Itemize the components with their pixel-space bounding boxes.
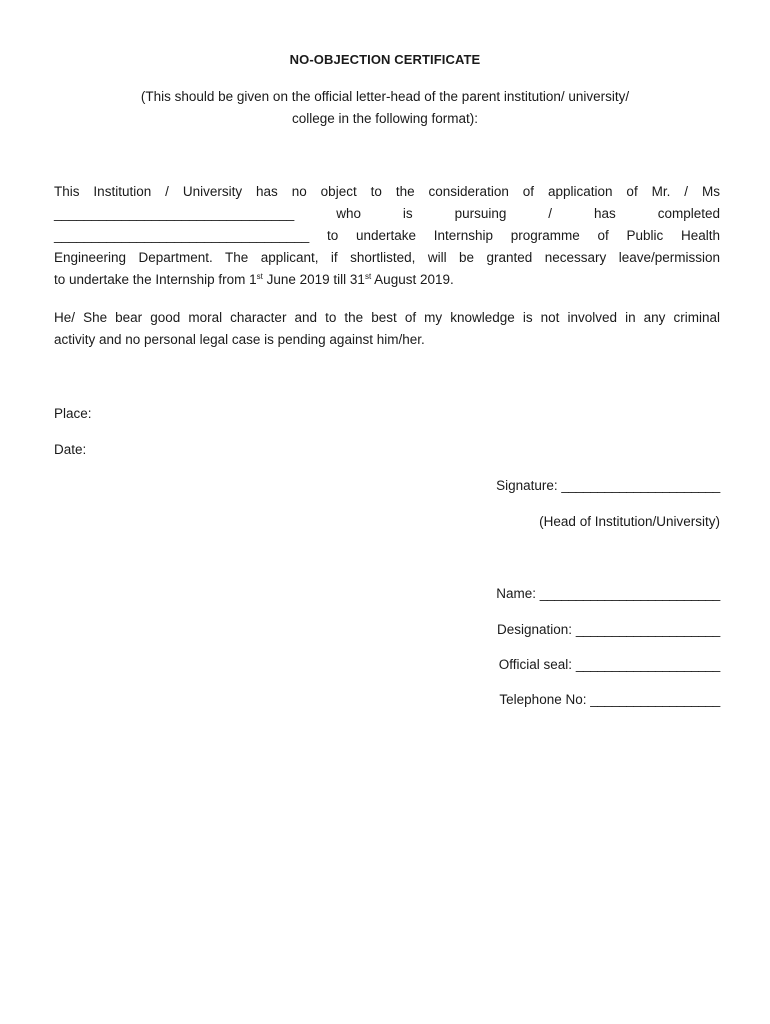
para1-line-3	[54, 225, 720, 247]
para1-line-5	[54, 269, 720, 291]
designation-row	[497, 622, 720, 637]
para1-line-2	[54, 203, 720, 225]
para2-line-1: He/ She bear good moral character and to the best of my knowledge is not involved in any criminal	[54, 310, 720, 325]
signature-label: Signature:	[496, 478, 558, 493]
superscript-st-2: st	[364, 272, 372, 281]
official-seal-row	[499, 657, 720, 672]
telephone-label: Telephone No:	[499, 692, 587, 707]
superscript-st-1: st	[256, 272, 263, 281]
telephone-blank[interactable]: __________________	[590, 692, 720, 707]
page-title: NO-OBJECTION CERTIFICATE	[289, 52, 481, 67]
para1-line-2-text: who is pursuing / has completed	[336, 206, 720, 221]
para1-line-5-c: August 2019.	[371, 272, 454, 287]
designation-label: Designation:	[497, 622, 573, 637]
course-blank[interactable]: __________________________________	[54, 228, 310, 243]
designation-blank[interactable]: ____________________	[575, 622, 720, 637]
name-blank[interactable]: _________________________	[539, 586, 720, 601]
date-label: Date:	[54, 442, 87, 457]
para2-line-2: activity and no personal legal case is pending against him/her.	[54, 332, 425, 347]
certificate-paragraph-2	[54, 307, 720, 351]
para1-line-4: Engineering Department. The applicant, if shortlisted, will be granted necessary leave/permission	[54, 250, 720, 265]
para1-line-5-a: to undertake the Internship from 1	[54, 272, 257, 287]
para1-line-3-text: to undertake Internship programme of Public Health	[327, 228, 720, 243]
subtitle-line-1: (This should be given on the official letter-head of the parent institution/ university/	[140, 89, 630, 104]
para1-line-5-b: June 2019 till 31	[262, 272, 365, 287]
telephone-row	[499, 692, 720, 707]
signature-row	[496, 478, 720, 493]
head-of-institution-caption: (Head of Institution/University)	[539, 514, 720, 529]
subtitle-line-2: college in the following format):	[291, 111, 479, 126]
official-seal-label: Official seal:	[498, 657, 573, 672]
applicant-name-blank[interactable]: ________________________________	[54, 206, 295, 221]
signature-blank[interactable]: ______________________	[561, 478, 720, 493]
para1-line-1: This Institution / University has no object to the consideration of application of Mr. / Ms	[54, 184, 720, 199]
name-label: Name:	[496, 586, 537, 601]
certificate-paragraph-1	[54, 181, 720, 291]
official-seal-blank[interactable]: ____________________	[575, 657, 720, 672]
place-label: Place:	[54, 406, 92, 421]
name-row	[496, 586, 720, 601]
